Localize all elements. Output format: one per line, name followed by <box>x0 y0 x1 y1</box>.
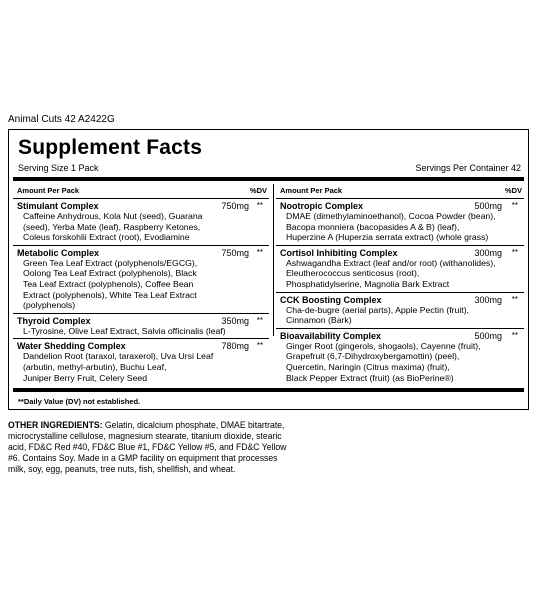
complex-name: Thyroid Complex <box>17 315 91 326</box>
complex-amount: 780mg <box>221 341 249 352</box>
right-column <box>276 184 524 385</box>
complex-name: Nootropic Complex <box>280 201 364 211</box>
dv-value: ** <box>256 201 263 210</box>
dv-value: ** <box>511 201 518 210</box>
nutrient-row <box>276 293 524 329</box>
dv-label: %DV <box>504 186 522 195</box>
nutrient-row <box>276 329 524 385</box>
complex-name: Cortisol Inhibiting Complex <box>280 247 398 258</box>
other-ingredients <box>8 420 290 475</box>
dv-value: ** <box>511 294 518 304</box>
nutrient-row <box>13 199 269 246</box>
nutrient-row <box>13 314 269 340</box>
complex-name: Water Shedding Complex <box>17 341 126 352</box>
complex-name: Metabolic Complex <box>17 247 100 258</box>
complex-ingredients: DMAE (dimethylaminoethanol), Cocoa Powder (bean), Bacopa monniera (bacopasides A & B) (leaf), Huperzine A (Huperzia serrata extract) (whole grass) <box>286 211 496 243</box>
complex-amount: 500mg <box>474 330 502 341</box>
other-ingredients-label: OTHER INGREDIENTS: <box>8 420 103 430</box>
supplement-facts-panel <box>8 129 529 410</box>
complex-amount: 300mg <box>474 247 502 258</box>
thick-rule <box>13 388 524 392</box>
other-ingredients-text: Gelatin, dicalcium phosphate, DMAE bitartrate, microcrystalline cellulose, magnesium stearate, titanium dioxide, stearic acid, FD&C Red #40, FD&C Blue #1, FD&C Yellow #5, and FD&C Yellow #6. Contains Soy. Made in a GMP facility on equipment that processes milk, soy, egg, peanuts, tree nuts, fish, shellfish, and wheat. <box>8 420 287 474</box>
complex-name: CCK Boosting Complex <box>280 294 382 305</box>
complex-ingredients: Ashwagandha Extract (leaf and/or root) (withanolides), Eleutherococcus senticosus (root), Phosphatidylserine, Magnolia Bark Extract <box>286 257 496 289</box>
dv-value: ** <box>256 341 263 351</box>
footnote: **Daily Value (DV) not established. <box>18 397 141 406</box>
complex-ingredients: Ginger Root (gingerols, shogaols), Cayenne (fruit), Grapefruit (6,7-Dihydroxybergamottin) (peel), Quercetin, Naringin (Citrus maxima) (fruit), Black Pepper Extract (fruit) (as BioPerine®) <box>286 340 481 383</box>
panel-title: Supplement Facts <box>18 136 203 159</box>
complex-amount: 300mg <box>474 294 502 305</box>
thick-rule <box>13 177 524 181</box>
servings-per-container: Servings Per Container 42 <box>415 163 521 173</box>
column-divider <box>273 184 274 336</box>
nutrient-row <box>276 246 524 293</box>
complex-name: Bioavailability Complex <box>280 330 382 341</box>
right-column-header <box>276 184 524 199</box>
complex-ingredients: Caffeine Anhydrous, Kola Nut (seed), Guarana (seed), Yerba Mate (leaf), Raspberry Ketones, Coleus forskohlii Extract (root), Evodiamine <box>23 211 203 243</box>
dv-value: ** <box>511 330 518 340</box>
complex-ingredients: L-Tyrosine, Olive Leaf Extract, Salvia officinalis (leaf) <box>23 325 226 336</box>
complex-ingredients: Cha-de-bugre (aerial parts), Apple Pectin (fruit), Cinnamon (Bark) <box>286 304 470 326</box>
left-column-header <box>13 184 269 199</box>
complex-amount: 500mg <box>474 201 502 211</box>
serving-size: Serving Size 1 Pack <box>18 163 99 173</box>
amount-per-pack-label: Amount Per Pack <box>17 186 80 195</box>
complex-name: Stimulant Complex <box>17 201 99 211</box>
nutrient-row <box>13 246 269 314</box>
complex-amount: 750mg <box>221 201 249 211</box>
dv-value: ** <box>511 247 518 257</box>
complex-ingredients: Dandelion Root (taraxol, taraxerol), Uva Ursi Leaf (arbutin, methyl-arbutin), Buchu Leaf, Juniper Berry Fruit, Celery Seed <box>23 351 214 383</box>
left-column <box>13 184 269 385</box>
complex-amount: 750mg <box>221 247 249 258</box>
complex-amount: 350mg <box>221 315 249 326</box>
dv-label: %DV <box>249 186 267 195</box>
dv-value: ** <box>256 247 263 257</box>
dv-value: ** <box>256 315 263 325</box>
nutrient-row <box>13 339 269 385</box>
nutrient-row <box>276 199 524 246</box>
product-code: Animal Cuts 42 A2422G <box>8 114 115 125</box>
amount-per-pack-label: Amount Per Pack <box>280 186 343 195</box>
complex-ingredients: Green Tea Leaf Extract (polyphenols/EGCG), Oolong Tea Leaf Extract (polyphenols), Black Tea Leaf Extract (polyphenols), Coffee Bean Extract (polyphenols), White Tea Leaf Extract (polyphenols) <box>23 257 198 311</box>
